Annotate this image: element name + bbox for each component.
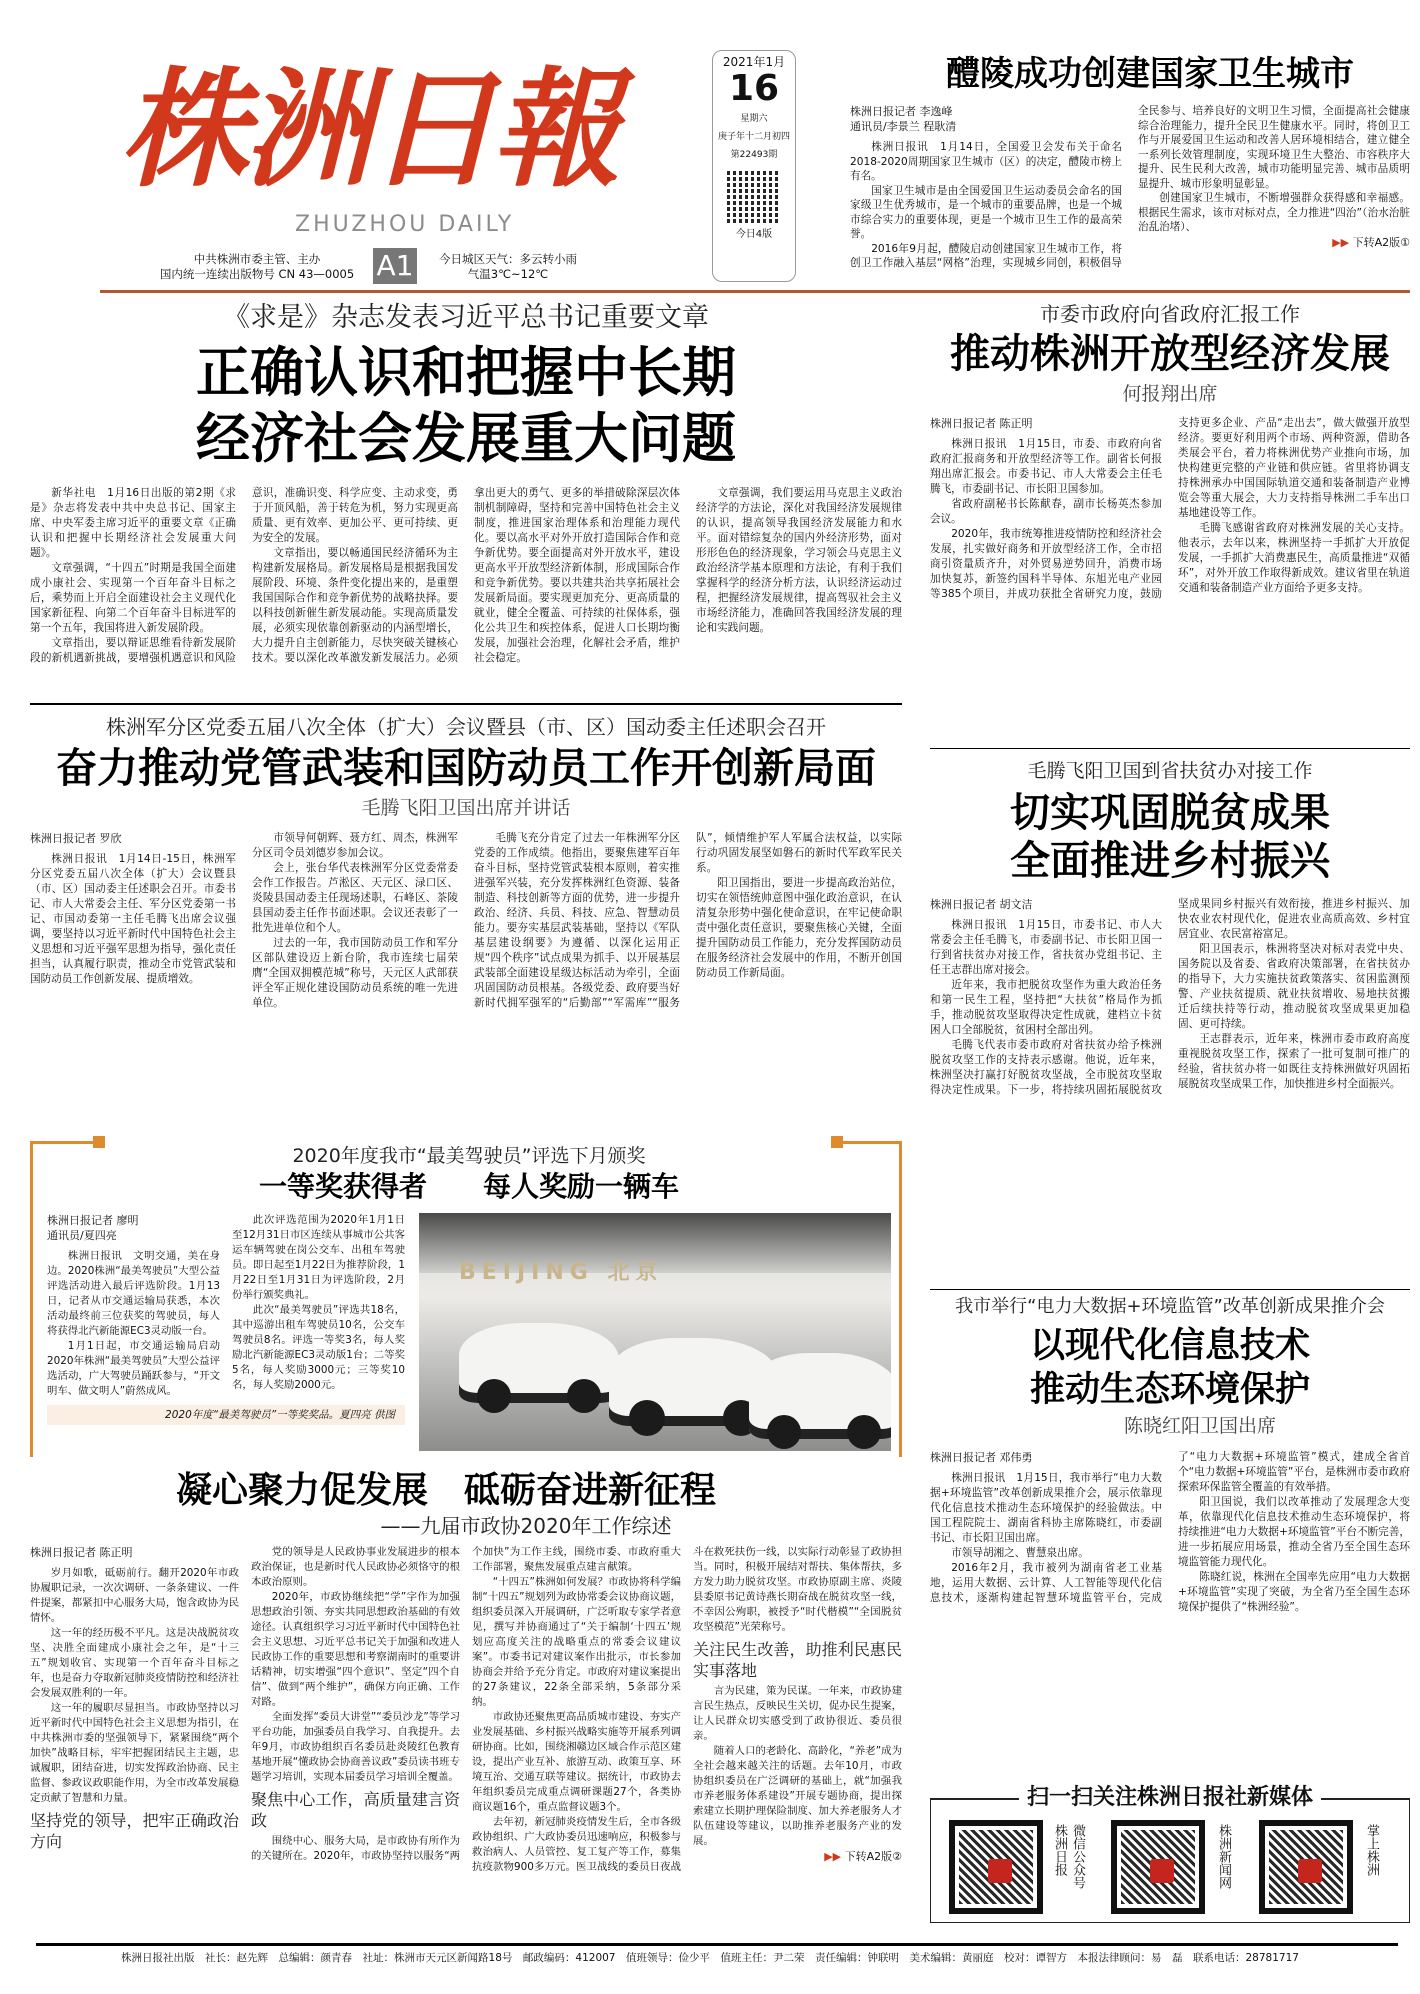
paragraph: 会上，张台华代表株洲军分区党委常委会作工作报告。芦淞区、天元区、渌口区、炎陵县国动委主任现场述职，石峰区、茶陵县国动委主任作书面述职。会议还表彰了一批先进单位和个人。 <box>252 862 458 934</box>
paragraph: 国家卫生城市是由全国爱国卫生运动委员会命名的国家级卫生优秀城市，是一个城市的重要品牌，也是一个城市综合实力的重要体现，更是一个城市卫生工作的最高荣誉。 <box>850 184 1122 240</box>
photo-caption: 2020年度“最美驾驶员”一等奖奖品。夏四亮 供图 <box>47 1405 405 1425</box>
paragraph: 市政协还聚焦更高品质城市建设、夯实产业发展基础、乡村振兴战略实施等开展系列调研协商。比如，围绕湘赣边区域合作示范区建设，提出产业互补、旅游互动、政策互享、环境互治、交通互联等建议。据统计，市政协去年组织委员完成重点调研课题27个，各类协商议题16个，重点监督议题3个。 <box>472 1711 681 1813</box>
frame-corner-left <box>30 1141 100 1144</box>
kicker: 2020年度我市“最美驾驶员”评选下月颁奖 <box>292 1145 646 1167</box>
new-media-box <box>930 1785 1410 1923</box>
byline-correspondent: 通讯员/李景兰 程耿清 <box>850 120 957 133</box>
paragraph: 2016年9月起，醴陵启动创建国家卫生城市工作，将创卫工作融入基层“网格”治理，实现城乡同创，积极倡导全民参与、培养良好的文明卫生习惯，全面提高社会健康综合治理能力，提升全民卫生健康水平。同时，将创卫工作与开展爱国卫生运动和改善人居环境相结合，建立健全一系列长效管理制度，实现环境卫生大整治、市容秩序大提升、民生民利大改善，城市功能明显完善、城市品质明显提升、城市形象明显彰显。 <box>850 105 1410 269</box>
paragraph: 此次评选范围为2020年1月1日至12月31日市区连续从事城市公共客运车辆驾驶在岗公交车、出租车驾驶员。即日起至1月22日为推荐阶段，1月22日至1月31日为评选阶段，2月份举行颁奖典礼。 <box>232 1214 405 1301</box>
paragraph: 2020年，市政协继续把“学”字作为加强思想政治引领、夯实共同思想政治基础的有效途径。认真组织学习习近平新时代中国特色社会主义思想、习近平总书记关于加强和改进人民政协工作的重要思想和考察湖南时的重要讲话精神，切实增强“四个意识”、坚定“四个自信”、做到“两个维护”，确保方向正确、工作对路。 <box>251 1591 460 1708</box>
temperature-text: 气温3℃~12℃ <box>467 267 549 281</box>
paragraph: “十四五”株洲如何发展？市政协将科学编制“十四五”规划列为政协常委会议协商议题，组织委员深入开展调研，广泛听取专家学者意见，撰写并协商通过了“关于编制‘十四五’规划应高度关注的战略重点的常委会议建议案”。市委书记对建议案作出批示，市长参加协商会并给予充分肯定。市政府对建议案提出的27条建议，22条全部采纳，5条部分采纳。 <box>472 1576 681 1708</box>
masthead-divider <box>100 290 1410 293</box>
showroom-sign: BEIJING 北京 <box>459 1260 664 1285</box>
headline-part-1: 一等奖获得者 <box>258 1170 427 1203</box>
paragraph: 文章指出，要以辩证思维看待新发展阶段的新机遇新挑战，要增强机遇意识和风险意识，准确识变、科学应变、主动求变，勇于开顶风船，善于转危为机，努力实现更高质量、更有效率、更加公平、更可持续、更为安全的发展。 <box>30 487 458 664</box>
subhead: 陈晓红阳卫国出席 <box>1123 1415 1276 1437</box>
paragraph: 1月1日起，市交通运输局启动2020年株洲“最美驾驶员”大型公益评选活动，广大驾驶员踊跃参与，“开文明车、做文明人”蔚然成风。 <box>47 1340 220 1397</box>
article-body <box>930 897 1410 1098</box>
byline: 株洲日报记者 邓伟勇 <box>930 1451 1033 1464</box>
byline-correspondent: 通讯员/夏四亮 <box>47 1229 117 1242</box>
paragraph: 株洲日报讯 1月15日，市委、市政府向省政府汇报商务和开放型经济等工作。副省长何报翔出席汇报会。市委书记、市人大常委会主任毛腾飞，市委副书记、市长阳卫国参加。 <box>930 438 1162 495</box>
date-year-month: 2021年1月 <box>722 55 786 69</box>
byline: 株洲日报记者 陈正明 <box>930 417 1033 430</box>
kicker: 我市举行“电力大数据+环境监管”改革创新成果推介会 <box>955 1296 1385 1317</box>
app-qr-code-icon[interactable] <box>1259 1820 1353 1914</box>
qr-label: 掌上株洲 <box>1364 1824 1379 1876</box>
paragraph: 毛腾飞感谢省政府对株洲发展的关心支持。他表示，去年以来，株洲坚持一手抓扩大开放促发展，一手抓扩大消费惠民生，高质量推进“双循环”，对外开放工作取得新成效。建议省里在轨道交通和装备制造产业方面给予更多支持。 <box>1178 522 1410 594</box>
date-day: 16 <box>728 68 780 109</box>
headline-line-2: 推动生态环境保护 <box>1029 1370 1310 1410</box>
headline-line-2: 经济社会发展重大问题 <box>196 407 736 470</box>
article-poverty <box>930 757 1410 1289</box>
byline: 株洲日报记者 陈正明 <box>30 1546 133 1559</box>
continued-link[interactable]: ▶▶ 下转A2版① <box>1332 235 1410 249</box>
kicker: 株洲军分区党委五届八次全体（扩大）会议暨县（市、区）国动委主任述职会召开 <box>106 715 826 739</box>
paragraph: 这一年的经历极不平凡。这是决战脱贫攻坚、决胜全面建成小康社会之年，是“十三五”规划收官、实现第一个百年奋斗目标之年，也是奋力夺取新冠肺炎疫情防控和经济社会发展双胜利的一年。 <box>30 1627 239 1699</box>
date-box <box>712 50 796 282</box>
byline-reporter: 株洲日报记者 李逸峰 <box>850 105 953 118</box>
paragraph: 阳卫国说，我们以改革推动了发展理念大变革，依靠现代化信息技术推动生态环境保护，将持续推进“电力大数据+环境监管”平台不断完善，进一步拓展应用场景，推动全省乃至全国生态环境监管能力现代化。 <box>1178 1496 1410 1568</box>
subhead: ——九届市政协2020年工作综述 <box>380 1514 672 1538</box>
article-main <box>30 300 902 697</box>
weather-info <box>428 252 588 282</box>
article-military <box>30 713 902 1129</box>
headline-line-1: 正确认识和把握中长期 <box>196 341 736 404</box>
paragraph: 株洲日报讯 文明交通，美在身边。2020株洲“最美驾驶员”大型公益评选活动进入最后评选阶段。1月13日，记者从市交通运输局获悉，本次活动最终前三位获奖的驾驶员，每人将获得北汽新能源EC3灵动版一台。 <box>47 1250 220 1337</box>
paragraph: 株洲日报讯 1月15日，市委书记、市人大常委会主任毛腾飞，市委副书记、市长阳卫国一行到省扶贫办对接工作，省扶贫办党组书记、主任王志群出席对接会。 <box>930 919 1162 976</box>
qr-label: 微信公众号 <box>1070 1824 1085 1889</box>
paragraph: 创建国家卫生城市，不断增强群众获得感和幸福感。根据民生需求，该市对标对点，全力推进“四治”（治水治脏治乱治堵）、 <box>1138 192 1410 233</box>
paragraph: 阳卫国表示，株洲将坚决对标对表党中央、国务院以及省委、省政府决策部署，在省扶贫办的指导下，大力实施扶贫政策落实、贫困监测预警、产业扶贫提质、就业扶贫增收、易地扶贫搬迁后续扶持等行动，推动脱贫攻坚成果更加稳固、更可持续。 <box>1178 943 1410 1030</box>
publication-info <box>150 252 364 282</box>
kicker: 毛腾飞阳卫国到省扶贫办对接工作 <box>1027 760 1313 782</box>
continued-label: 下转A2版② <box>844 1850 902 1863</box>
byline: 株洲日报记者 罗欣 <box>30 832 122 845</box>
headline-line-1: 以现代化信息技术 <box>1029 1326 1310 1366</box>
paragraph: 2020年，我市统筹推进疫情防控和经济社会发展，扎实做好商务和开放型经济工作，全市招商引资量质齐升，对外贸易逆势回升，消费市场加快复苏，新签约国科半导体、东旭光电产业园等385个项目，并成功获批全省研究力度，鼓励支持更多企业、产品“走出去”，做大做强开放型经济。要更好利用两个市场、两种资源，借助各类展会平台，着力将株洲优势产业推向市场，加快构建更完整的产业链和供应链。省里将协调支持株洲承办中国国际轨道交通和装备制造产业博览会等重大展会，大力支持指导株洲二手车出口基地建设等工作。 <box>930 417 1410 600</box>
page-count: 今日4版 <box>735 229 773 240</box>
subhead: 何报翔出席 <box>1122 383 1218 405</box>
section-heading: 坚持党的领导，把牢正确政治方向 <box>30 1811 239 1851</box>
masthead-english-name: ZHUZHOU DAILY <box>295 212 515 237</box>
headline: 推动株洲开放型经济发展 <box>950 331 1390 377</box>
article-body <box>930 1450 1410 1615</box>
paragraph: 市领导何朝辉、聂方红、周杰，株洲军分区司令员刘德岁参加会议。 <box>252 832 458 859</box>
issue-number: 第22493期 <box>730 150 778 160</box>
paragraph: 近年来，我市把脱贫攻坚作为重大政治任务和第一民生工程，坚持把“大扶贫”格局作为抓手，推动脱贫攻坚取得决定性成就，建档立卡贫困人口全部脱贫，贫困村全部出列。 <box>930 979 1162 1036</box>
car-image <box>749 1353 891 1439</box>
article-drivers <box>47 1141 891 1205</box>
cn-number: 国内统一连续出版物号 CN 43—0005 <box>159 267 355 281</box>
weekday: 星期六 <box>740 114 768 124</box>
paragraph: 2016年2月，我市被列为湖南省老工业基地，运用大数据、云计算、人工智能等现代化信息技术，逐渐构建起智慧环境监管平台，完成了“电力大数据+环境监管”模式，建成全省首个“电力数据+环境监管”平台，是株洲市委市政府探索环保监管全覆盖的有效举措。 <box>930 1451 1410 1604</box>
byline: 株洲日报记者 胡文洁 <box>930 898 1033 911</box>
frame-marker-right <box>831 1136 843 1148</box>
masthead-logo: 株洲日報 <box>120 55 617 205</box>
paragraph: 株洲日报讯 1月14日-15日，株洲军分区党委五届八次全体（扩大）会议暨县（市、区）国动委主任述职会召开。市委书记、市人大常委会主任、军分区党委第一书记、市国动委第一主任毛腾飞出席会议强调，要坚持以习近平新时代中国特色社会主义思想和习近平强军思想为指导，强化责任担当，认真履行职责，推动全市党管武装和国防动员工作创新发展、提质增效。 <box>30 853 236 985</box>
article-cppcc <box>30 1469 902 1875</box>
lunar-date: 庚子年十二月初四 <box>717 132 790 142</box>
paragraph: 毛腾飞充分肯定了过去一年株洲军分区党委的工作成绩。他指出，要聚焦建军百年奋斗目标，坚持党管武装根本原则，着实推进强军兴装，充分发挥株洲红色资源、装备制造、科技创新等方面的优势，进一步提升政治、经济、兵员、科技、应急、智慧动员能力。要夯实基层武装基础，坚持以《军队基层建设纲要》为遵循、以深化运用正规“四个秩序”试点成果为抓手、以开展基层武装部全面建设星级达标活动为牵引，全面巩固国防动员根基。各级党委、政府要当好新时代拥军强军的“后勤部”“军需库”“服务队”，倾情维护军人军属合法权益，以实际行动巩固发展坚如磐石的新时代军政军民关系。 <box>474 832 902 1009</box>
paragraph: 王志群表示，近年来，株洲市委市政府高度重视脱贫攻坚工作，探索了一批可复制可推广的经验，省扶贫办将一如既往支持株洲做好巩固拓展脱贫攻坚成果工作，加快推进乡村全面振兴。 <box>1178 1033 1410 1090</box>
paragraph: 阳卫国指出，要进一步提高政治站位，切实在领悟统帅意图中强化政治意识，在认清复杂形势中强化使命意识，在牢记使命职责中强化责任意识，要聚焦核心关键，全面提升国防动员工作能力，充分发挥国防动员在服务经济社会发展中的作用，不断开创国防动员工作新局面。 <box>696 877 902 979</box>
subhead: 毛腾飞阳卫国出席并讲话 <box>361 797 571 819</box>
section-heading: 关注民生改善，助推利民惠民实事落地 <box>693 1640 902 1680</box>
award-car-photo[interactable] <box>419 1213 891 1451</box>
paragraph: 株洲日报讯 1月14日，全国爱卫会发布关于命名2018-2020周期国家卫生城市（区）的决定，醴陵市榜上有名。 <box>850 141 1122 182</box>
new-media-title <box>931 1784 1409 1812</box>
paragraph: 市领导胡湘之、曹慧泉出席。 <box>951 1547 1089 1559</box>
drivers-body <box>47 1213 405 1399</box>
headline <box>47 1169 891 1205</box>
section-heading: 聚焦中心工作，高质量建言资政 <box>251 1790 460 1830</box>
qr-code-icon[interactable] <box>727 169 781 223</box>
article-open-economy <box>930 300 1410 748</box>
article-environment <box>930 1294 1410 1784</box>
drivers-box-frame <box>30 1141 902 1457</box>
headline: 凝心聚力促发展 砥砺奋进新征程 <box>175 1470 716 1511</box>
headline-line-2: 全面推进乡村振兴 <box>1010 838 1330 884</box>
headline-line-1: 切实巩固脱贫成果 <box>1010 790 1330 836</box>
headline-part-2: 每人奖励一辆车 <box>483 1170 680 1203</box>
paragraph: 省政府副秘书长陈献春，副市长杨英杰参加会议。 <box>930 498 1162 525</box>
paragraph: 此次“最美驾驶员”评选共18名，其中巡游出租车驾驶员10名，公交车驾驶员8名。评选一等奖3名，每人奖励北汽新能源EC3灵动版1台；二等奖5名，每人奖励3000元；三等奖10名，每人奖励2000元。 <box>232 1304 405 1391</box>
main-content-area <box>30 300 1410 1923</box>
article-body <box>30 1545 902 1875</box>
paragraph: 株洲日报讯 1月15日，我市举行“电力大数据+环境监管”改革创新成果推介会，展示依靠现代化信息技术推动生态环境保护的经验做法。中国工程院院士、湖南省科协主席陈晓红，市委副书记、市长阳卫国出席。 <box>930 1472 1162 1544</box>
paragraph: 随着人口的老龄化、高龄化，“养老”成为全社会越来越关注的话题。去年10月，市政协组织委员在广泛调研的基础上，就“加强我市养老服务体系建设”开展专题协商，提出探索建立长期护理保险制度、加大养老服务人才队伍建设等建议，以助推养老服务产业的发展。 <box>693 1745 902 1847</box>
article-body <box>850 104 1410 271</box>
right-column <box>930 300 1410 1923</box>
article-body <box>30 831 902 1011</box>
article-liling <box>850 52 1410 271</box>
headline: 奋力推动党管武装和国防动员工作开创新局面 <box>56 744 876 792</box>
news-site-qr-code-icon[interactable] <box>1111 1820 1205 1914</box>
paragraph: 党的领导是人民政协事业发展进步的根本政治保证，也是新时代人民政协必须恪守的根本政治原则。 <box>251 1546 460 1588</box>
frame-marker-left <box>93 1136 105 1148</box>
byline <box>47 1213 220 1243</box>
continued-link[interactable]: ▶▶ 下转A2版② <box>824 1850 902 1863</box>
paragraph: 全面发挥“委员大讲堂”“委员沙龙”等学习平台功能，加强委员自我学习、自我提升。去年9月，市政协组织百名委员赴炎陵红色教育基地开展“懂政协会协商善议政”委员读书班专题学习培训，实现本届委员学习培训全覆盖。 <box>251 1711 460 1783</box>
paragraph: 文章强调，我们要运用马克思主义政治经济学的方法论，深化对我国经济发展规律的认识，提高领导我国经济发展能力和水平。面对错综复杂的国内外经济形势，面对形形色色的经济现象，学习领会马克思主义政治经济学基本原理和方法论，有利于我们掌握科学的经济分析方法，认识经济运动过程，把握经济发展规律，提高驾驭社会主义市场经济能力，准确回答我国经济发展的理论和实践问题。 <box>696 487 902 634</box>
new-media-title-text: 扫一扫关注株洲日报社新媒体 <box>1019 1785 1321 1810</box>
paragraph: 文章强调，“十四五”时期是我国全面建成小康社会、实现第一个百年奋斗目标之后，乘势而上开启全面建设社会主义现代化国家新征程、向第二个百年奋斗目标进军的第一个五年，我国将进入新发展阶段。 <box>30 562 236 634</box>
continued-label: 下转A2版① <box>1352 235 1410 249</box>
frame-corner-right <box>838 1141 902 1144</box>
byline <box>850 104 1122 134</box>
qr-label: 株洲新闻网 <box>1216 1824 1231 1889</box>
drivers-content <box>47 1213 891 1451</box>
paragraph: 去年初，新冠肺炎疫情发生后，全市各级政协组织、广大政协委员迅速响应，积极参与救治病人、人员管控、复工复产等工作，募集抗疫款物900多万元。医卫战线的委员日夜战斗在救死扶伤一线，以实际行动彰显了政协担当。同时，积极开展结对帮扶、集体帮扶，多方发力助力脱贫攻坚。市政协原副主席、炎陵县委原书记黄诗燕长期奋战在脱贫攻坚一线，不幸因公殉职，被授予“时代楷模”“全国脱贫攻坚模范”光荣称号。 <box>472 1546 902 1873</box>
edition-badge: A1 <box>373 248 417 284</box>
headline: 醴陵成功创建国家卫生城市 <box>946 54 1354 94</box>
sponsor-text: 中共株洲市委主管、主办 <box>193 252 321 266</box>
weather-text: 今日城区天气：多云转小雨 <box>439 252 577 266</box>
paragraph: 陈晓红说，株洲在全国率先应用“电力大数据+环境监管”实现了突破，为全省乃至全国生态环境保护提供了“株洲经验”。 <box>1178 1571 1410 1613</box>
footer-divider <box>36 1943 1398 1946</box>
article-body <box>930 416 1410 602</box>
divider <box>930 748 1410 749</box>
kicker: 市委市政府向省政府汇报工作 <box>1040 302 1300 326</box>
wechat-qr-code-icon[interactable] <box>949 1820 1043 1914</box>
paragraph: 围绕中心、服务大局，是市政协有所作为的关键所在。2020年，市政协坚持以服务“两个加快”为工作主线，围绕市委、市政府重大工作部署，聚焦发展重点建言献策。 <box>251 1546 681 1862</box>
divider <box>930 1289 1410 1290</box>
footer-credits: 株洲日报社出版 社长：赵先辉 总编辑：颜青春 社址：株洲市天元区新闻路18号 邮政编码：412007 值班领导：俭少平 值班主任：尹二荣 责任编辑：钟联明 美术编辑：黄丽庭 校对：谭智方 本报法律顾问：易 磊 联系电话：28781717 <box>121 1952 1299 1964</box>
kicker: 《求是》杂志发表习近平总书记重要文章 <box>223 302 709 333</box>
article-body <box>30 486 902 666</box>
paragraph: 毛腾飞代表市委市政府对省扶贫办给予株洲脱贫攻坚工作的支持表示感谢。他说，近年来，株洲坚决打赢打好脱贫攻坚战，全市脱贫攻坚取得决定性成果。下一步，将持续巩固拓展脱贫攻坚成果同乡村振兴有效衔接，推进乡村振兴、加快农业农村现代化，促进农业高质高效、乡村宜居宜业、农民富裕富足。 <box>930 898 1410 1096</box>
byline-reporter: 株洲日报记者 廖明 <box>47 1214 139 1227</box>
paragraph: 岁月如歌，砥砺前行。翻开2020年市政协履职记录，一次次调研、一条条建议、一件件提案，都紧扣中心服务大局，饱含政协为民情怀。 <box>30 1567 239 1624</box>
drivers-text-area <box>47 1213 405 1451</box>
paragraph: 过去的一年，我市国防动员工作和军分区部队建设迈上新台阶，我市连续七届荣膺“全国双拥模范城”称号，天元区人武部获评全军正规化建设国防动员系统的唯一先进单位。 <box>252 937 458 1009</box>
divider <box>30 703 902 705</box>
qr-label: 株洲日报 <box>1052 1824 1067 1876</box>
paragraph: 文章指出，要以畅通国民经济循环为主构建新发展格局。新发展格局是根据我国发展阶段、环境、条件变化提出来的，是重塑我国国际合作和竞争新优势的战略抉择。要以科技创新催生新发展动能。实现高质量发展，必须实现依靠创新驱动的内涵型增长，大力提升自主创新能力，尽快突破关键核心技术。要以深化改革激发新发展活力。必须拿出更大的勇气、更多的举措破除深层次体制机制障碍，坚持和完善中国特色社会主义制度，推进国家治理体系和治理能力现代化。要以高水平对外开放打造国际合作和竞争新优势。要全面提高对外开放水平，建设更高水平开放型经济新体制，形成国际合作和竞争新优势。要以共建共治共享拓展社会发展新局面。要实现更加充分、更高质量的就业，健全全覆盖、可持续的社保体系，强化公共卫生和疾控体系，促进人口长期均衡发展，加强社会治理，化解社会矛盾，维护社会稳定。 <box>252 487 680 664</box>
paragraph: 这一年的履职尽显担当。市政协坚持以习近平新时代中国特色社会主义思想为指引，在中共株洲市委的坚强领导下，紧紧围绕“两个加快”战略目标，牢牢把握团结民主主题，忠诚履职，团结奋进，切实发挥政治协商、民主监督、参政议政职能作用，为全市改革发展稳定贡献了智慧和力量。 <box>30 1702 239 1804</box>
paragraph: 言为民建，策为民谋。一年来，市政协建言民生热点，反映民生关切，促办民生提案，让人民群众切实感受到了政协很近、委员很亲。 <box>693 1685 902 1742</box>
left-column <box>30 300 902 1875</box>
paragraph: 新华社电 1月16日出版的第2期《求是》杂志将发表中共中央总书记、国家主席、中央军委主席习近平的重要文章《正确认识和把握中长期经济社会发展重大问题》。 <box>30 487 236 559</box>
car-image <box>459 1323 619 1403</box>
